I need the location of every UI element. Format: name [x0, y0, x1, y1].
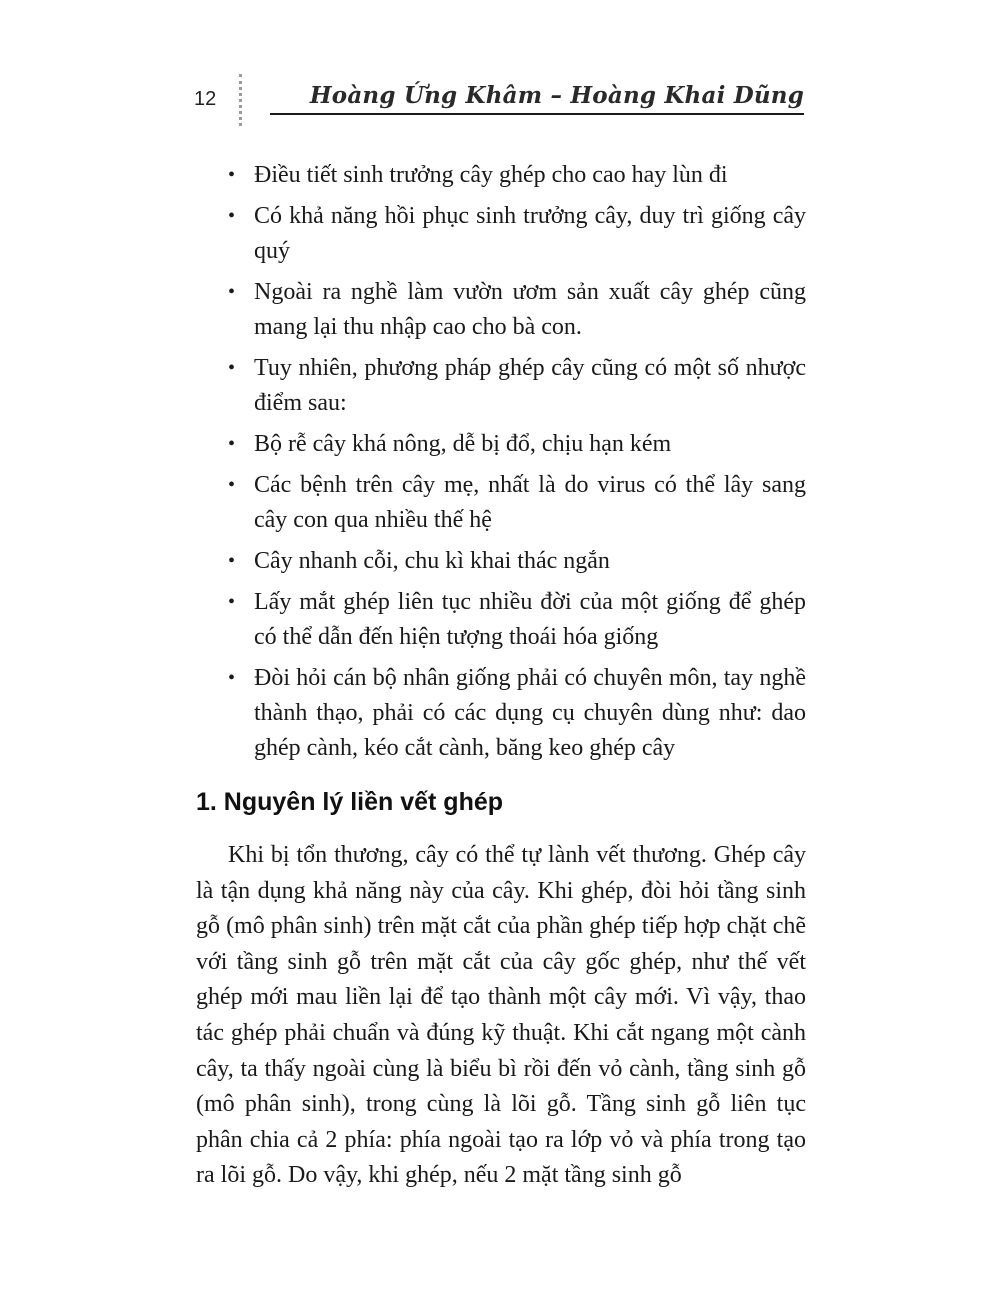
bullet-icon: •	[228, 550, 236, 572]
running-header-title: Hoàng Ứng Khâm – Hoàng Khai Dũng	[309, 82, 804, 109]
bullet-icon: •	[228, 474, 236, 496]
list-item	[228, 275, 806, 345]
dotted-divider	[239, 74, 242, 126]
header-rule	[270, 113, 804, 115]
list-item	[228, 427, 806, 462]
bullet-icon: •	[228, 667, 236, 689]
list-item-text: Điều tiết sinh trưởng cây ghép cho cao hay lùn đi	[254, 162, 728, 188]
body-paragraph: Khi bị tổn thương, cây có thể tự lành vết thương. Ghép cây là tận dụng khả năng này của cây. Khi ghép, đòi hỏi tầng sinh gỗ (mô phân sinh) trên mặt cắt của phần ghép tiếp hợp chặt chẽ với tầng sinh gỗ trên mặt cắt của cây gốc ghép, như thế vết ghép mới mau liền lại để tạo thành một cây mới. Vì vậy, thao tác ghép phải chuẩn và đúng kỹ thuật. Khi cắt ngang một cành cây, ta thấy ngoài cùng là biểu bì rồi đến vỏ cành, tầng sinh gỗ (mô phân sinh), trong cùng là lõi gỗ. Tầng sinh gỗ liên tục phân chia cả 2 phía: phía ngoài tạo ra lớp vỏ và phía trong tạo ra lõi gỗ. Do vậy, khi ghép, nếu 2 mặt tầng sinh gỗ	[196, 842, 806, 1189]
list-item-text: Ngoài ra nghề làm vườn ươm sản xuất cây ghép cũng mang lại thu nhập cao cho bà con.	[254, 279, 806, 340]
bullet-list	[228, 158, 806, 772]
list-item	[228, 661, 806, 766]
list-item-text: Bộ rễ cây khá nông, dễ bị đổ, chịu hạn kém	[254, 431, 672, 457]
bullet-icon: •	[228, 281, 236, 303]
bullet-icon: •	[228, 591, 236, 613]
bullet-icon: •	[228, 205, 236, 227]
list-item-text: Tuy nhiên, phương pháp ghép cây cũng có một số nhược điểm sau:	[254, 355, 806, 416]
bullet-icon: •	[228, 433, 236, 455]
list-item-text: Lấy mắt ghép liên tục nhiều đời của một giống để ghép có thể dẫn đến hiện tượng thoái hóa giống	[254, 589, 806, 650]
section-heading: 1. Nguyên lý liền vết ghép	[196, 788, 504, 816]
list-item	[228, 158, 806, 193]
list-item	[228, 585, 806, 655]
list-item	[228, 199, 806, 269]
page-number: 12	[194, 88, 217, 110]
bullet-icon: •	[228, 164, 236, 186]
list-item	[228, 544, 806, 579]
list-item	[228, 351, 806, 421]
list-item-text: Các bệnh trên cây mẹ, nhất là do virus có thể lây sang cây con qua nhiều thế hệ	[254, 472, 806, 533]
list-item-text: Đòi hỏi cán bộ nhân giống phải có chuyên môn, tay nghề thành thạo, phải có các dụng cụ chuyên dùng như: dao ghép cành, kéo cắt cành, băng keo ghép cây	[254, 665, 806, 761]
list-item-text: Cây nhanh cỗi, chu kì khai thác ngắn	[254, 548, 610, 574]
list-item	[228, 468, 806, 538]
list-item-text: Có khả năng hồi phục sinh trưởng cây, duy trì giống cây quý	[254, 203, 806, 264]
bullet-icon: •	[228, 357, 236, 379]
